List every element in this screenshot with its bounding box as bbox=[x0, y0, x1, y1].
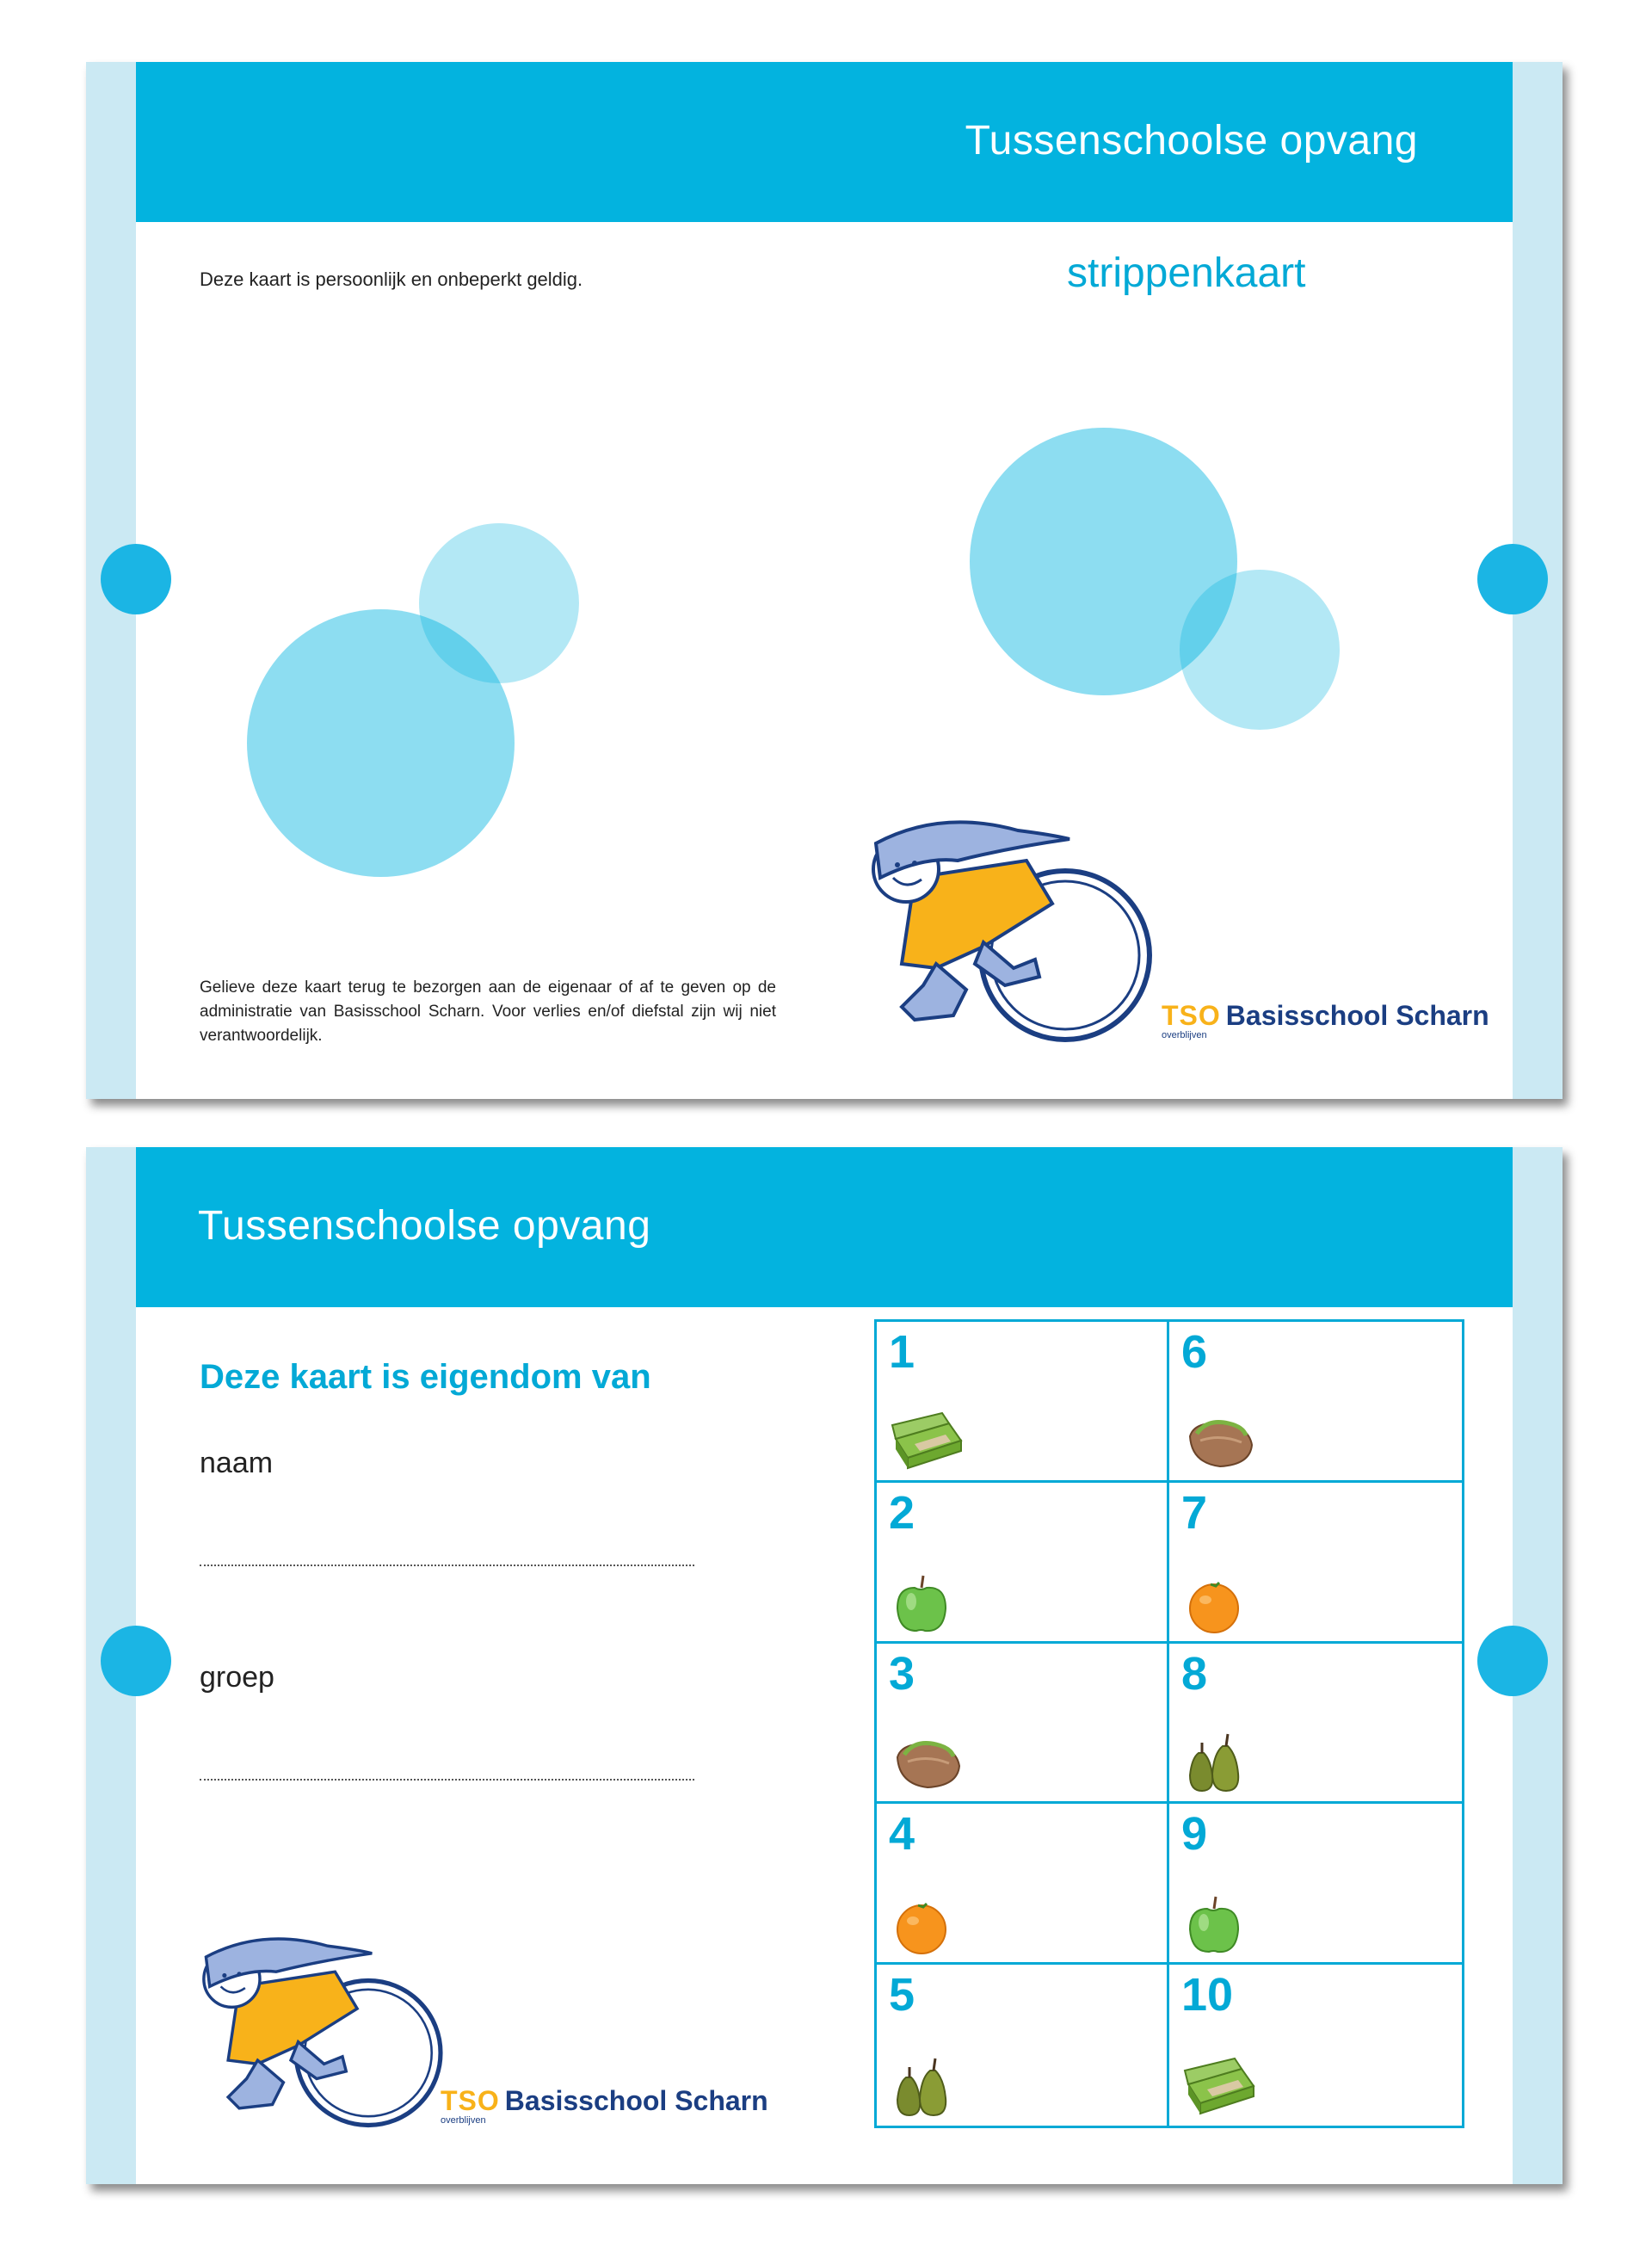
back-header bbox=[136, 1147, 1513, 1307]
stamp-number: 3 bbox=[889, 1647, 915, 1700]
stamp-cell[interactable] bbox=[877, 1804, 1169, 1965]
stamp-cell[interactable] bbox=[877, 1644, 1169, 1805]
front-card bbox=[86, 62, 1563, 1099]
back-header-title: Tussenschoolse opvang bbox=[198, 1203, 651, 1249]
stamp-cell[interactable] bbox=[1169, 1965, 1462, 2126]
left-punch-dot bbox=[101, 1626, 171, 1696]
mascot-illustration bbox=[854, 800, 1156, 1050]
logo-school-name: Basisschool Scharn bbox=[504, 2085, 768, 2116]
sandwich-icon bbox=[1181, 1406, 1259, 1475]
logo-tagline: overblijven bbox=[1162, 1030, 1207, 1040]
stamp-cell[interactable] bbox=[877, 1965, 1169, 2126]
stamp-grid bbox=[874, 1319, 1464, 2128]
orange-icon bbox=[1181, 1567, 1259, 1636]
stamp-number: 6 bbox=[1181, 1326, 1208, 1378]
validity-text: Deze kaart is persoonlijk en onbeperkt geldig. bbox=[200, 268, 583, 290]
stamp-number: 4 bbox=[889, 1808, 915, 1861]
stamp-cell[interactable] bbox=[1169, 1644, 1462, 1805]
decor-bubble bbox=[1180, 570, 1340, 730]
group-label: groep bbox=[200, 1661, 274, 1694]
school-logo bbox=[441, 2085, 768, 2126]
decor-bubble bbox=[419, 523, 579, 683]
left-punch-dot bbox=[101, 544, 171, 614]
pears-icon bbox=[1181, 1727, 1259, 1796]
logo-school-name: Basisschool Scharn bbox=[1225, 1000, 1489, 1031]
group-fill-line[interactable] bbox=[200, 1779, 694, 1781]
front-header bbox=[136, 62, 1513, 222]
name-label: naam bbox=[200, 1447, 274, 1479]
front-header-title: Tussenschoolse opvang bbox=[965, 118, 1418, 164]
lunchbox-icon bbox=[1181, 2052, 1259, 2120]
lunchbox-icon bbox=[889, 1406, 966, 1475]
stamp-cell[interactable] bbox=[1169, 1322, 1462, 1483]
mascot-illustration bbox=[188, 1917, 446, 2137]
apple-icon bbox=[889, 1567, 966, 1636]
stamp-number: 8 bbox=[1181, 1647, 1208, 1700]
stamp-number: 1 bbox=[889, 1326, 915, 1378]
logo-tso: TSO bbox=[441, 2085, 500, 2116]
card-subtitle: strippenkaart bbox=[1067, 250, 1306, 296]
school-logo bbox=[1162, 1000, 1489, 1040]
sandwich-icon bbox=[889, 1727, 966, 1796]
stamp-cell[interactable] bbox=[877, 1483, 1169, 1644]
pears-icon bbox=[889, 2052, 966, 2120]
right-punch-dot bbox=[1477, 544, 1548, 614]
stamp-cell[interactable] bbox=[1169, 1483, 1462, 1644]
return-notice: Gelieve deze kaart terug te bezorgen aan de eigenaar of af te geven op de administratie van Basisschool Scharn. Voor verlies en/of diefstal zijn wij niet verantwoordelijk. bbox=[200, 978, 776, 1045]
stamp-cell[interactable] bbox=[877, 1322, 1169, 1483]
right-punch-dot bbox=[1477, 1626, 1548, 1696]
logo-tso: TSO bbox=[1162, 1000, 1221, 1031]
stamp-cell[interactable] bbox=[1169, 1804, 1462, 1965]
orange-icon bbox=[889, 1888, 966, 1957]
stamp-number: 2 bbox=[889, 1486, 915, 1539]
owner-heading: Deze kaart is eigendom van bbox=[200, 1358, 651, 1396]
logo-tagline: overblijven bbox=[441, 2115, 486, 2126]
apple-icon bbox=[1181, 1888, 1259, 1957]
stamp-number: 7 bbox=[1181, 1486, 1208, 1539]
stamp-number: 9 bbox=[1181, 1808, 1208, 1861]
back-card bbox=[86, 1147, 1563, 2184]
stamp-number: 10 bbox=[1181, 1969, 1234, 2021]
name-fill-line[interactable] bbox=[200, 1565, 694, 1566]
stamp-number: 5 bbox=[889, 1969, 915, 2021]
